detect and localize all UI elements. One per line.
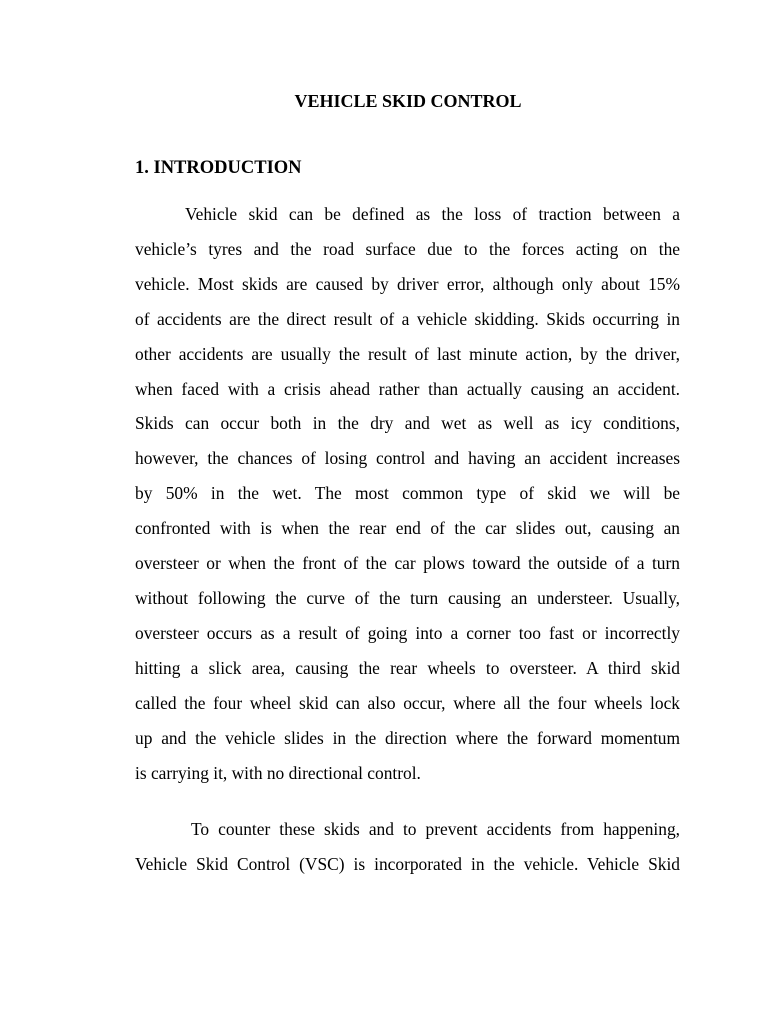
paragraph-line: vehicle’s tyres and the road surface due to the forces acting on the xyxy=(135,238,680,259)
paragraph-line: other accidents are usually the result of last minute action, by the driver, xyxy=(135,343,680,364)
paragraph-line: by 50% in the wet. The most common type of skid we will be xyxy=(135,483,680,504)
document-title: VEHICLE SKID CONTROL xyxy=(294,91,522,111)
paragraph-line: of accidents are the direct result of a vehicle skidding. Skids occurring in xyxy=(135,308,680,329)
paragraph-line: is carrying it, with no directional control. xyxy=(135,762,421,783)
paragraph-line: hitting a slick area, causing the rear wheels to oversteer. A third skid xyxy=(135,657,680,678)
section-heading: 1. INTRODUCTION xyxy=(135,158,302,178)
paragraph-line: To counter these skids and to prevent accidents from happening, xyxy=(191,819,680,839)
paragraph-line: Vehicle skid can be defined as the loss of traction between a xyxy=(185,204,680,224)
paragraph-line: up and the vehicle slides in the direction where the forward momentum xyxy=(135,727,680,748)
paragraph-line: called the four wheel skid can also occur, where all the four wheels lock xyxy=(135,692,680,713)
paragraph-introduction xyxy=(135,197,680,790)
paragraph-line: oversteer or when the front of the car plows toward the outside of a turn xyxy=(135,553,680,574)
paragraph-line: when faced with a crisis ahead rather than actually causing an accident. xyxy=(135,378,680,399)
paragraph-line: vehicle. Most skids are caused by driver error, although only about 15% xyxy=(135,273,680,294)
paragraph-line: oversteer occurs as a result of going into a corner too fast or incorrectly xyxy=(135,622,680,643)
paragraph-line: Skids can occur both in the dry and wet as well as icy conditions, xyxy=(135,413,680,434)
paragraph-line: however, the chances of losing control and having an accident increases xyxy=(135,448,680,469)
paragraph-line: confronted with is when the rear end of the car slides out, causing an xyxy=(135,518,680,539)
paragraph-line: without following the curve of the turn causing an understeer. Usually, xyxy=(135,587,680,608)
paragraph-vsc xyxy=(135,812,680,882)
paragraph-line: Vehicle Skid Control (VSC) is incorporated in the vehicle. Vehicle Skid xyxy=(135,853,680,874)
